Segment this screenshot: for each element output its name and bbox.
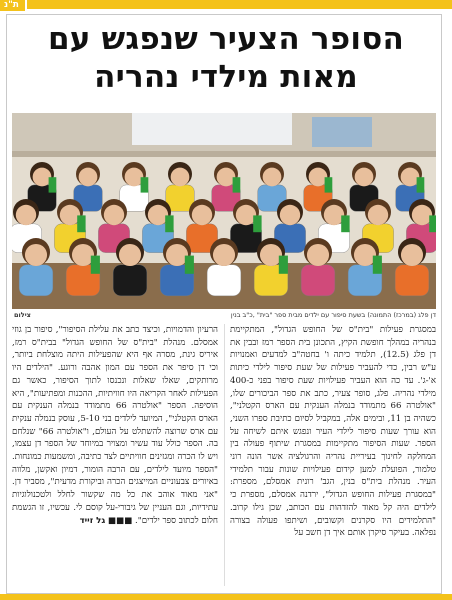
book-icon — [49, 177, 57, 192]
child-figure — [348, 238, 382, 296]
bottom-bar — [0, 594, 452, 600]
author-signature: גל זייד — [79, 515, 106, 526]
caption-text: דן פלג (במרכז) התמונה) בשעת סיפור עם ילדים מבית ספר "בית" ,כ"ב בנין — [230, 311, 436, 319]
photo-caption — [12, 310, 436, 320]
column-right — [230, 324, 436, 586]
photo-credit: צילום — [14, 311, 31, 319]
column-left-text — [12, 324, 218, 527]
book-icon — [185, 256, 194, 274]
top-bar — [0, 0, 452, 9]
article-photo — [12, 113, 436, 309]
book-icon — [91, 256, 100, 274]
article-body — [12, 324, 436, 586]
child-figure — [19, 238, 53, 296]
child-figure — [254, 238, 288, 296]
child-figure — [113, 238, 147, 296]
book-icon — [77, 215, 85, 232]
book-icon — [341, 215, 349, 232]
headline-line-1: הסופר הצעיר שנפגש עם — [48, 21, 404, 57]
section-tag: ת"נ — [0, 0, 27, 11]
book-icon — [141, 177, 149, 192]
column-right-text: במסגרת פעילות "בית"ס של החופש הגדול", המתקיימת בנהריה במהלך חופשת הקיץ, התכונן בית הספר רמז ובבין את דן פלג (12.5), תלמיד כיתה ו' בחטה"ב למדעים ואמנויות ע"ש רבין, כדי להעביר פעילות של שעת סיפור לילדי כיתות א'-ג'. עד כה הוא העביר פעילויות שעת סיפור בפני כ-400 מילדי נהריה. פלג, סופר צעיר, כתב את ספר הביכורים שלו, "אולטרה 66 מתמודד בנמלה הענקית עם הארס הקטלני", כשהיה בן 11, ובימים אלה, במקביל לסיום כתיבת ספרו השני, הוא עורך שעות סיפור לילדי העיר ונפגש איתם לשיחה על הספר. שעות הסיפור מתקיימות במסגרת שיתוף פעולה בין המחלקה לחינוך בעיריית נהריה והרגולציה אשר הונה רוני טלמור, הפועלת למען קידום פעילויות שונות עבור תלמידי העיר. מנהלת בית"ס בנין, הגב' רונית אמסלם, מספרת: "במסגרת פעילות החופש הגדול", ירדנה אמסלם, מספרת כי לילדים היה קל מאוד להזדהות עם הכותב, שכן גילו קרוב. "התלמידים היו סקרנים וקשובים, ושיתפו פעולה בצורה נפלאה. בעיקר סיקרן אותם איך דן חשב על — [230, 325, 436, 539]
end-marks: ■■■ — [105, 515, 133, 526]
child-figure — [207, 238, 241, 296]
child-figure — [301, 238, 335, 296]
child-figure — [395, 238, 429, 296]
child-figure — [166, 162, 195, 211]
book-icon — [417, 177, 425, 192]
headline — [10, 20, 442, 96]
column-left — [12, 324, 218, 586]
child-figure — [160, 238, 194, 296]
book-icon — [253, 215, 261, 232]
column-divider — [224, 324, 225, 586]
child-figure — [66, 238, 100, 296]
book-icon — [279, 256, 288, 274]
headline-line-2: מאות מילדי נהריה — [94, 59, 358, 95]
book-icon — [165, 215, 173, 232]
book-icon — [429, 215, 436, 232]
column-left-body: הרעיון והדמויות, וכיצד כתב את עלילת הסיפור", סיפור בן גוזי אמסלם. מנהלת "בית"ס של החופש הגדול" בבית"ס רמז, איריס גינת, מסרה אף היא שהפעילות היתה מוצלחת ביותר, וכי דן סיפר את הספר עם המון אהבה ורוגע. "הילדים היו מרותקים, שאלו שאלות ונכנסו לתוך הסיפור, כאשר גם הפעילות לאחר הקריאה היו חוויתיות, ההכנות ומפתיעות", היא הוסיפה. הספר "אולטרה 66 מתמודד בנמלה הענקית עם הארס הקטלני", המיועד לילדים בני 5-10, עוסק בנמלה ענקית עם ארס שרוצה להשתלט על העולם, ו"אולטרה 66" שנלחם בה. הספר כולל עוד עשיר ומצויר במיוחד של הספר דן עצמו, ויש לו הכרה ומגזינים חוויתיים לצד כתיבה, ומשמעות כמונחות. "הספר מיועד לילדים, עם הרבה הומור, דמיון ואקשן, מלווה באיורים צבעוניים המייצגים הכרה וביקורת מדעית", מסביר דן. "אני מאוד אוהב את כל מה שקשור לחלל ולטכנולוגיות עתידיות, וגם העניין של גיבורי-על קוסם לי. עכשיו, זו הגשמת חלום לכתוב ספר ילדים". — [12, 325, 218, 526]
book-icon — [373, 256, 382, 274]
book-icon — [325, 177, 333, 192]
photo-illustration — [12, 113, 436, 309]
book-icon — [233, 177, 241, 192]
